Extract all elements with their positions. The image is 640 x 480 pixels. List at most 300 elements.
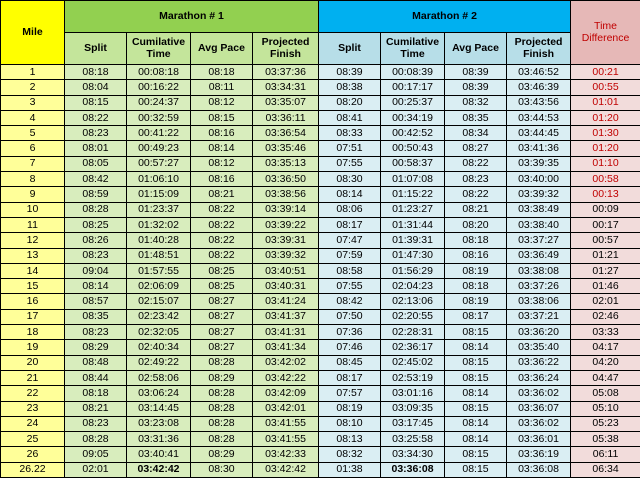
table-row — [1, 233, 640, 248]
m2-cumulative-time-cell: 03:01:16 — [381, 386, 445, 401]
data-rows — [1, 65, 640, 478]
time-difference-cell: 03:33 — [571, 325, 640, 340]
m2-avg-pace-cell: 08:14 — [445, 386, 507, 401]
m2-split-cell: 08:10 — [319, 416, 381, 431]
m1-projected-finish-cell: 03:40:31 — [253, 279, 319, 294]
m2-split-cell: 08:30 — [319, 172, 381, 187]
m2-split-cell: 07:46 — [319, 340, 381, 355]
table-row — [1, 126, 640, 141]
m1-avg-pace-cell: 08:28 — [191, 432, 253, 447]
table-row — [1, 401, 640, 416]
m1-split-cell: 08:22 — [65, 110, 127, 125]
m1-split-cell: 08:23 — [65, 325, 127, 340]
m1-cumulative-time-cell: 03:14:45 — [127, 401, 191, 416]
mile-cell: 19 — [1, 340, 65, 355]
m2-avg-pace-cell: 08:18 — [445, 233, 507, 248]
table-row — [1, 141, 640, 156]
m1-projected-finish-cell: 03:41:34 — [253, 340, 319, 355]
time-difference-cell: 01:01 — [571, 95, 640, 110]
m2-split-cell: 07:57 — [319, 386, 381, 401]
mile-cell: 23 — [1, 401, 65, 416]
mile-cell: 5 — [1, 126, 65, 141]
time-difference-cell: 01:20 — [571, 141, 640, 156]
m1-cumulative-time-cell: 03:40:41 — [127, 447, 191, 462]
m2-avg-pace-cell: 08:34 — [445, 126, 507, 141]
m2-avg-pace-cell: 08:27 — [445, 141, 507, 156]
table-row — [1, 248, 640, 263]
m1-avg-pace-cell: 08:11 — [191, 80, 253, 95]
m2-projected-finish-cell: 03:35:40 — [507, 340, 571, 355]
m1-split-cell: 08:18 — [65, 386, 127, 401]
m1-projected-finish-cell: 03:41:55 — [253, 432, 319, 447]
m1-avg-pace-cell: 08:12 — [191, 95, 253, 110]
m1-split-cell: 02:01 — [65, 462, 127, 477]
m1-projected-finish-cell: 03:42:01 — [253, 401, 319, 416]
m1-projected-finish-header: Projected Finish — [253, 33, 319, 65]
mile-cell: 11 — [1, 217, 65, 232]
m2-avg-pace-cell: 08:19 — [445, 294, 507, 309]
m1-avg-pace-cell: 08:27 — [191, 294, 253, 309]
m1-split-cell: 08:26 — [65, 233, 127, 248]
m2-projected-finish-cell: 03:39:35 — [507, 156, 571, 171]
table-row — [1, 263, 640, 278]
m1-projected-finish-cell: 03:41:24 — [253, 294, 319, 309]
time-difference-cell: 01:20 — [571, 110, 640, 125]
m2-projected-finish-cell: 03:43:56 — [507, 95, 571, 110]
mile-cell: 17 — [1, 309, 65, 324]
mile-cell: 6 — [1, 141, 65, 156]
m2-cumulative-time-cell: 00:50:43 — [381, 141, 445, 156]
m1-cumulative-time-cell: 00:49:23 — [127, 141, 191, 156]
m2-split-cell: 08:14 — [319, 187, 381, 202]
m2-split-cell: 07:47 — [319, 233, 381, 248]
mile-cell: 15 — [1, 279, 65, 294]
m1-avg-pace-cell: 08:28 — [191, 401, 253, 416]
m1-cumulative-time-cell: 02:58:06 — [127, 370, 191, 385]
m1-avg-pace-cell: 08:16 — [191, 172, 253, 187]
m2-avg-pace-cell: 08:17 — [445, 309, 507, 324]
m2-projected-finish-cell: 03:36:07 — [507, 401, 571, 416]
table-row — [1, 95, 640, 110]
m1-split-cell: 08:21 — [65, 401, 127, 416]
m2-avg-pace-cell: 08:14 — [445, 432, 507, 447]
m2-projected-finish-cell: 03:36:22 — [507, 355, 571, 370]
m2-cumulative-time-cell: 02:36:17 — [381, 340, 445, 355]
time-difference-cell: 00:57 — [571, 233, 640, 248]
m2-projected-finish-cell: 03:36:20 — [507, 325, 571, 340]
m1-avg-pace-cell: 08:27 — [191, 325, 253, 340]
m1-cumulative-time-cell: 02:06:09 — [127, 279, 191, 294]
m1-avg-pace-cell: 08:29 — [191, 370, 253, 385]
m1-split-cell: 08:01 — [65, 141, 127, 156]
m1-cumulative-time-cell: 03:06:24 — [127, 386, 191, 401]
mile-cell: 18 — [1, 325, 65, 340]
m2-split-cell: 07:55 — [319, 156, 381, 171]
m1-projected-finish-cell: 03:41:31 — [253, 325, 319, 340]
m2-split-header: Split — [319, 33, 381, 65]
time-difference-cell: 06:34 — [571, 462, 640, 477]
table-row — [1, 386, 640, 401]
time-difference-cell: 06:11 — [571, 447, 640, 462]
m1-split-cell: 08:28 — [65, 432, 127, 447]
m2-avg-pace-cell: 08:14 — [445, 340, 507, 355]
m1-projected-finish-cell: 03:36:11 — [253, 110, 319, 125]
m1-cumulative-time-cell: 02:49:22 — [127, 355, 191, 370]
m1-cumulative-time-cell: 01:32:02 — [127, 217, 191, 232]
m1-avg-pace-cell: 08:27 — [191, 309, 253, 324]
m1-projected-finish-cell: 03:41:55 — [253, 416, 319, 431]
m2-cumulative-time-cell: 01:07:08 — [381, 172, 445, 187]
m2-avg-pace-cell: 08:16 — [445, 248, 507, 263]
m1-projected-finish-cell: 03:36:54 — [253, 126, 319, 141]
time-difference-cell: 02:46 — [571, 309, 640, 324]
m1-cumulative-time-cell: 00:32:59 — [127, 110, 191, 125]
time-difference-cell: 00:21 — [571, 65, 640, 80]
m1-avg-pace-cell: 08:22 — [191, 248, 253, 263]
m1-split-cell: 08:23 — [65, 416, 127, 431]
m2-split-cell: 07:50 — [319, 309, 381, 324]
m1-projected-finish-cell: 03:35:07 — [253, 95, 319, 110]
time-difference-header: Time Difference — [571, 1, 640, 65]
m2-avg-pace-cell: 08:39 — [445, 65, 507, 80]
table-row — [1, 355, 640, 370]
m2-projected-finish-cell: 03:46:39 — [507, 80, 571, 95]
m2-cumulative-time-cell: 03:25:58 — [381, 432, 445, 447]
m2-cumulative-time-cell: 03:36:08 — [381, 462, 445, 477]
time-difference-cell: 01:46 — [571, 279, 640, 294]
m2-cumulative-time-cell: 03:09:35 — [381, 401, 445, 416]
mile-cell: 12 — [1, 233, 65, 248]
table-row — [1, 309, 640, 324]
m1-cumulative-time-cell: 01:57:55 — [127, 263, 191, 278]
mile-cell: 10 — [1, 202, 65, 217]
time-difference-cell: 04:47 — [571, 370, 640, 385]
m1-split-cell: 08:29 — [65, 340, 127, 355]
table-row — [1, 156, 640, 171]
m2-projected-finish-cell: 03:46:52 — [507, 65, 571, 80]
table-row — [1, 65, 640, 80]
m1-projected-finish-cell: 03:42:09 — [253, 386, 319, 401]
m2-projected-finish-cell: 03:41:36 — [507, 141, 571, 156]
m1-split-cell: 08:42 — [65, 172, 127, 187]
table-row — [1, 462, 640, 477]
table-row — [1, 202, 640, 217]
m1-cumulative-header: Cumilative Time — [127, 33, 191, 65]
m2-projected-finish-cell: 03:40:00 — [507, 172, 571, 187]
m1-avg-pace-cell: 08:25 — [191, 279, 253, 294]
m1-avg-pace-cell: 08:12 — [191, 156, 253, 171]
m2-cumulative-time-cell: 02:53:19 — [381, 370, 445, 385]
m1-projected-finish-cell: 03:34:31 — [253, 80, 319, 95]
table-row — [1, 110, 640, 125]
time-difference-cell: 05:23 — [571, 416, 640, 431]
mile-cell: 7 — [1, 156, 65, 171]
m1-projected-finish-cell: 03:36:50 — [253, 172, 319, 187]
m1-split-cell: 08:48 — [65, 355, 127, 370]
m1-projected-finish-cell: 03:35:13 — [253, 156, 319, 171]
m1-cumulative-time-cell: 01:06:10 — [127, 172, 191, 187]
m2-avg-pace-cell: 08:14 — [445, 416, 507, 431]
m2-projected-finish-cell: 03:44:45 — [507, 126, 571, 141]
mile-cell: 25 — [1, 432, 65, 447]
m1-cumulative-time-cell: 02:32:05 — [127, 325, 191, 340]
m2-split-cell: 08:38 — [319, 80, 381, 95]
m1-projected-finish-cell: 03:39:31 — [253, 233, 319, 248]
m1-avg-pace-cell: 08:15 — [191, 110, 253, 125]
time-difference-cell: 00:09 — [571, 202, 640, 217]
m1-cumulative-time-cell: 01:40:28 — [127, 233, 191, 248]
m2-cumulative-time-cell: 01:23:27 — [381, 202, 445, 217]
m2-split-cell: 08:17 — [319, 370, 381, 385]
table-row — [1, 325, 640, 340]
m2-projected-finish-cell: 03:39:32 — [507, 187, 571, 202]
time-difference-cell: 00:13 — [571, 187, 640, 202]
table-row — [1, 370, 640, 385]
m2-cumulative-time-cell: 01:39:31 — [381, 233, 445, 248]
m2-cumulative-time-cell: 00:17:17 — [381, 80, 445, 95]
m2-split-cell: 08:42 — [319, 294, 381, 309]
m1-projected-finish-cell: 03:35:46 — [253, 141, 319, 156]
mile-cell: 26 — [1, 447, 65, 462]
m1-split-cell: 08:23 — [65, 126, 127, 141]
m2-projected-finish-cell: 03:38:49 — [507, 202, 571, 217]
mile-cell: 8 — [1, 172, 65, 187]
m2-avg-pace-cell: 08:15 — [445, 462, 507, 477]
m1-cumulative-time-cell: 01:15:09 — [127, 187, 191, 202]
m2-avg-pace-cell: 08:15 — [445, 355, 507, 370]
m2-projected-finish-cell: 03:36:01 — [507, 432, 571, 447]
m2-avg-pace-cell: 08:19 — [445, 263, 507, 278]
mile-cell: 22 — [1, 386, 65, 401]
m2-avg-pace-cell: 08:39 — [445, 80, 507, 95]
m1-cumulative-time-cell: 02:40:34 — [127, 340, 191, 355]
mile-cell: 4 — [1, 110, 65, 125]
m1-split-header: Split — [65, 33, 127, 65]
mile-cell: 21 — [1, 370, 65, 385]
time-difference-cell: 05:38 — [571, 432, 640, 447]
time-difference-cell: 00:58 — [571, 172, 640, 187]
m1-avg-pace-cell: 08:22 — [191, 202, 253, 217]
m1-avg-pace-cell: 08:29 — [191, 447, 253, 462]
m2-cumulative-time-cell: 02:20:55 — [381, 309, 445, 324]
m1-avg-pace-cell: 08:28 — [191, 416, 253, 431]
m1-projected-finish-cell: 03:39:22 — [253, 217, 319, 232]
m2-cumulative-time-cell: 03:34:30 — [381, 447, 445, 462]
mile-cell: 9 — [1, 187, 65, 202]
time-difference-cell: 04:20 — [571, 355, 640, 370]
m1-split-cell: 09:05 — [65, 447, 127, 462]
m1-split-cell: 08:14 — [65, 279, 127, 294]
time-difference-cell: 01:30 — [571, 126, 640, 141]
m1-split-cell: 08:57 — [65, 294, 127, 309]
m2-avg-pace-cell: 08:18 — [445, 279, 507, 294]
m2-cumulative-time-cell: 00:34:19 — [381, 110, 445, 125]
m2-projected-finish-cell: 03:44:53 — [507, 110, 571, 125]
m1-split-cell: 08:44 — [65, 370, 127, 385]
m1-avg-pace-cell: 08:28 — [191, 355, 253, 370]
m2-avg-pace-cell: 08:22 — [445, 187, 507, 202]
m2-projected-finish-cell: 03:36:08 — [507, 462, 571, 477]
mile-cell: 24 — [1, 416, 65, 431]
m1-projected-finish-cell: 03:37:36 — [253, 65, 319, 80]
m1-cumulative-time-cell: 00:16:22 — [127, 80, 191, 95]
m1-projected-finish-cell: 03:42:22 — [253, 370, 319, 385]
m2-avg-pace-cell: 08:15 — [445, 401, 507, 416]
m1-projected-finish-cell: 03:41:37 — [253, 309, 319, 324]
m2-split-cell: 08:45 — [319, 355, 381, 370]
mile-cell: 16 — [1, 294, 65, 309]
m2-cumulative-time-cell: 00:25:37 — [381, 95, 445, 110]
table-row — [1, 187, 640, 202]
m2-cumulative-header: Cumilative Time — [381, 33, 445, 65]
m1-split-cell: 08:25 — [65, 217, 127, 232]
m1-split-cell: 08:04 — [65, 80, 127, 95]
time-difference-cell: 01:21 — [571, 248, 640, 263]
m1-cumulative-time-cell: 00:08:18 — [127, 65, 191, 80]
m2-avg-pace-cell: 08:22 — [445, 156, 507, 171]
mile-cell: 2 — [1, 80, 65, 95]
m2-cumulative-time-cell: 02:45:02 — [381, 355, 445, 370]
mile-cell: 1 — [1, 65, 65, 80]
m1-cumulative-time-cell: 03:31:36 — [127, 432, 191, 447]
table-row — [1, 172, 640, 187]
m1-avg-pace-cell: 08:22 — [191, 217, 253, 232]
m2-split-cell: 07:59 — [319, 248, 381, 263]
table-row — [1, 294, 640, 309]
m1-projected-finish-cell: 03:42:42 — [253, 462, 319, 477]
m2-split-cell: 08:39 — [319, 65, 381, 80]
m2-avg-pace-cell: 08:20 — [445, 217, 507, 232]
m1-avg-pace-cell: 08:27 — [191, 340, 253, 355]
m2-cumulative-time-cell: 00:42:52 — [381, 126, 445, 141]
m1-projected-finish-cell: 03:38:56 — [253, 187, 319, 202]
m2-avg-pace-cell: 08:15 — [445, 370, 507, 385]
m2-cumulative-time-cell: 03:17:45 — [381, 416, 445, 431]
m1-split-cell: 08:35 — [65, 309, 127, 324]
marathon-1-header: Marathon # 1 — [65, 1, 319, 33]
time-difference-cell: 02:01 — [571, 294, 640, 309]
m1-projected-finish-cell: 03:42:33 — [253, 447, 319, 462]
m1-cumulative-time-cell: 01:48:51 — [127, 248, 191, 263]
m2-split-cell: 07:36 — [319, 325, 381, 340]
marathon-2-header: Marathon # 2 — [319, 1, 571, 33]
m2-projected-finish-cell: 03:37:21 — [507, 309, 571, 324]
m2-cumulative-time-cell: 01:56:29 — [381, 263, 445, 278]
m1-projected-finish-cell: 03:40:51 — [253, 263, 319, 278]
m2-split-cell: 08:32 — [319, 447, 381, 462]
m2-projected-finish-header: Projected Finish — [507, 33, 571, 65]
m2-split-cell: 08:58 — [319, 263, 381, 278]
m2-split-cell: 08:06 — [319, 202, 381, 217]
m1-cumulative-time-cell: 02:23:42 — [127, 309, 191, 324]
m1-avg-pace-header: Avg Pace — [191, 33, 253, 65]
m1-split-cell: 08:23 — [65, 248, 127, 263]
time-difference-cell: 04:17 — [571, 340, 640, 355]
m2-split-cell: 08:17 — [319, 217, 381, 232]
m2-cumulative-time-cell: 02:04:23 — [381, 279, 445, 294]
m1-projected-finish-cell: 03:42:02 — [253, 355, 319, 370]
m1-avg-pace-cell: 08:18 — [191, 65, 253, 80]
mile-cell: 20 — [1, 355, 65, 370]
m2-split-cell: 01:38 — [319, 462, 381, 477]
m2-cumulative-time-cell: 02:13:06 — [381, 294, 445, 309]
m2-cumulative-time-cell: 01:15:22 — [381, 187, 445, 202]
m1-split-cell: 08:28 — [65, 202, 127, 217]
m1-avg-pace-cell: 08:16 — [191, 126, 253, 141]
m2-avg-pace-cell: 08:15 — [445, 447, 507, 462]
time-difference-cell: 05:10 — [571, 401, 640, 416]
m1-split-cell: 09:04 — [65, 263, 127, 278]
table-row — [1, 217, 640, 232]
m2-cumulative-time-cell: 00:58:37 — [381, 156, 445, 171]
m2-avg-pace-cell: 08:23 — [445, 172, 507, 187]
time-difference-cell: 01:10 — [571, 156, 640, 171]
m2-split-cell: 07:51 — [319, 141, 381, 156]
table-row — [1, 416, 640, 431]
m1-cumulative-time-cell: 00:41:22 — [127, 126, 191, 141]
m1-cumulative-time-cell: 01:23:37 — [127, 202, 191, 217]
m2-cumulative-time-cell: 01:31:44 — [381, 217, 445, 232]
m2-split-cell: 08:13 — [319, 432, 381, 447]
time-difference-cell: 05:08 — [571, 386, 640, 401]
m2-projected-finish-cell: 03:36:02 — [507, 416, 571, 431]
m1-avg-pace-cell: 08:30 — [191, 462, 253, 477]
m2-projected-finish-cell: 03:37:26 — [507, 279, 571, 294]
m2-split-cell: 08:20 — [319, 95, 381, 110]
time-difference-cell: 00:17 — [571, 217, 640, 232]
m2-projected-finish-cell: 03:36:19 — [507, 447, 571, 462]
table-row — [1, 340, 640, 355]
m2-cumulative-time-cell: 00:08:39 — [381, 65, 445, 80]
m1-avg-pace-cell: 08:28 — [191, 386, 253, 401]
m2-split-cell: 08:33 — [319, 126, 381, 141]
mile-cell: 26.22 — [1, 462, 65, 477]
m1-cumulative-time-cell: 03:23:08 — [127, 416, 191, 431]
time-difference-cell: 01:27 — [571, 263, 640, 278]
m1-cumulative-time-cell: 00:24:37 — [127, 95, 191, 110]
table-row — [1, 447, 640, 462]
m1-avg-pace-cell: 08:21 — [191, 187, 253, 202]
m1-split-cell: 08:18 — [65, 65, 127, 80]
m2-avg-pace-cell: 08:15 — [445, 325, 507, 340]
m1-avg-pace-cell: 08:25 — [191, 263, 253, 278]
mile-cell: 14 — [1, 263, 65, 278]
m2-split-cell: 08:19 — [319, 401, 381, 416]
m2-projected-finish-cell: 03:37:27 — [507, 233, 571, 248]
table-row — [1, 80, 640, 95]
m2-cumulative-time-cell: 02:28:31 — [381, 325, 445, 340]
m1-cumulative-time-cell: 00:57:27 — [127, 156, 191, 171]
m1-avg-pace-cell: 08:14 — [191, 141, 253, 156]
m2-projected-finish-cell: 03:38:08 — [507, 263, 571, 278]
m2-projected-finish-cell: 03:38:06 — [507, 294, 571, 309]
m2-avg-pace-cell: 08:21 — [445, 202, 507, 217]
m2-projected-finish-cell: 03:36:24 — [507, 370, 571, 385]
m1-cumulative-time-cell: 03:42:42 — [127, 462, 191, 477]
m2-projected-finish-cell: 03:36:49 — [507, 248, 571, 263]
m2-avg-pace-header: Avg Pace — [445, 33, 507, 65]
m2-projected-finish-cell: 03:38:40 — [507, 217, 571, 232]
m1-split-cell: 08:15 — [65, 95, 127, 110]
m1-projected-finish-cell: 03:39:32 — [253, 248, 319, 263]
m2-avg-pace-cell: 08:32 — [445, 95, 507, 110]
table-row — [1, 432, 640, 447]
m2-cumulative-time-cell: 01:47:30 — [381, 248, 445, 263]
m1-cumulative-time-cell: 02:15:07 — [127, 294, 191, 309]
time-difference-cell: 00:55 — [571, 80, 640, 95]
m2-projected-finish-cell: 03:36:02 — [507, 386, 571, 401]
m1-avg-pace-cell: 08:22 — [191, 233, 253, 248]
